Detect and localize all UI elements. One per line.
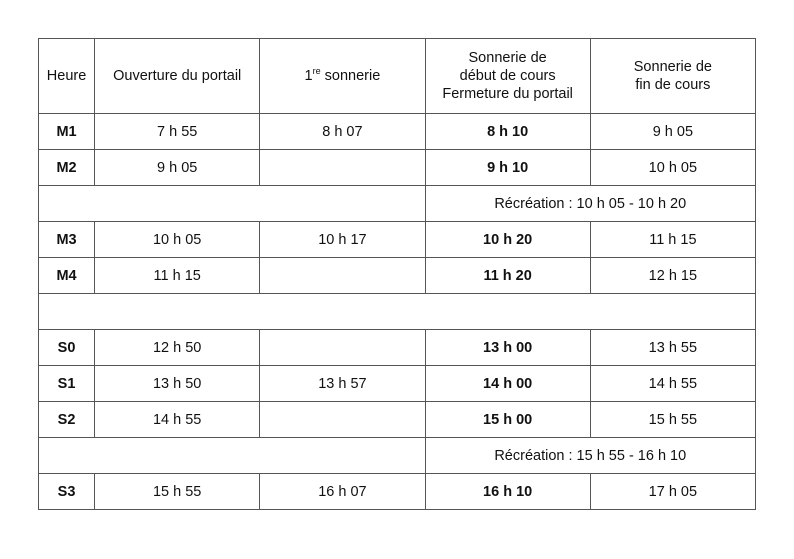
cell-debut: 14 h 00 [425,366,590,402]
row-label: M4 [39,258,95,294]
header-fin: Sonnerie de fin de cours [590,39,755,114]
cell-fin: 14 h 55 [590,366,755,402]
schedule-row [39,474,756,510]
row-label: S2 [39,402,95,438]
recreation-text: Récréation : 10 h 05 - 10 h 20 [425,186,755,222]
cell-sonnerie1 [260,150,425,186]
lunch-break-row [39,294,756,330]
cell-fin: 10 h 05 [590,150,755,186]
row-label: S1 [39,366,95,402]
cell-debut: 9 h 10 [425,150,590,186]
recreation-spacer [39,186,426,222]
cell-debut: 10 h 20 [425,222,590,258]
schedule-row [39,114,756,150]
schedule-row [39,150,756,186]
blank-separator [39,294,756,330]
schedule-row [39,366,756,402]
schedule-table [38,38,756,510]
cell-ouverture: 12 h 50 [95,330,260,366]
schedule-row [39,330,756,366]
cell-debut: 16 h 10 [425,474,590,510]
cell-fin: 12 h 15 [590,258,755,294]
recreation-row [39,186,756,222]
row-label: S3 [39,474,95,510]
cell-sonnerie1 [260,330,425,366]
cell-debut: 8 h 10 [425,114,590,150]
header-sonnerie1-num: 1 [304,68,313,84]
header-sonnerie1-text: sonnerie [320,68,381,84]
row-label: M2 [39,150,95,186]
cell-fin: 13 h 55 [590,330,755,366]
schedule-row [39,402,756,438]
cell-debut: 15 h 00 [425,402,590,438]
cell-fin: 9 h 05 [590,114,755,150]
row-label: M3 [39,222,95,258]
cell-sonnerie1: 10 h 17 [260,222,425,258]
cell-ouverture: 10 h 05 [95,222,260,258]
cell-fin: 17 h 05 [590,474,755,510]
recreation-text: Récréation : 15 h 55 - 16 h 10 [425,438,755,474]
header-ouverture: Ouverture du portail [95,39,260,114]
recreation-row [39,438,756,474]
row-label: M1 [39,114,95,150]
row-label: S0 [39,330,95,366]
cell-debut: 13 h 00 [425,330,590,366]
cell-sonnerie1: 16 h 07 [260,474,425,510]
recreation-spacer [39,438,426,474]
cell-debut: 11 h 20 [425,258,590,294]
header-sonnerie1 [260,39,425,114]
cell-fin: 11 h 15 [590,222,755,258]
cell-ouverture: 13 h 50 [95,366,260,402]
cell-ouverture: 9 h 05 [95,150,260,186]
cell-ouverture: 14 h 55 [95,402,260,438]
header-row [39,39,756,114]
header-debut: Sonnerie de début de cours Fermeture du portail [425,39,590,114]
cell-sonnerie1: 13 h 57 [260,366,425,402]
cell-ouverture: 11 h 15 [95,258,260,294]
schedule-row [39,258,756,294]
cell-ouverture: 7 h 55 [95,114,260,150]
schedule-row [39,222,756,258]
cell-fin: 15 h 55 [590,402,755,438]
header-sonnerie1-sup: re [312,66,321,77]
header-heure: Heure [39,39,95,114]
cell-sonnerie1: 8 h 07 [260,114,425,150]
cell-sonnerie1 [260,258,425,294]
cell-sonnerie1 [260,402,425,438]
cell-ouverture: 15 h 55 [95,474,260,510]
